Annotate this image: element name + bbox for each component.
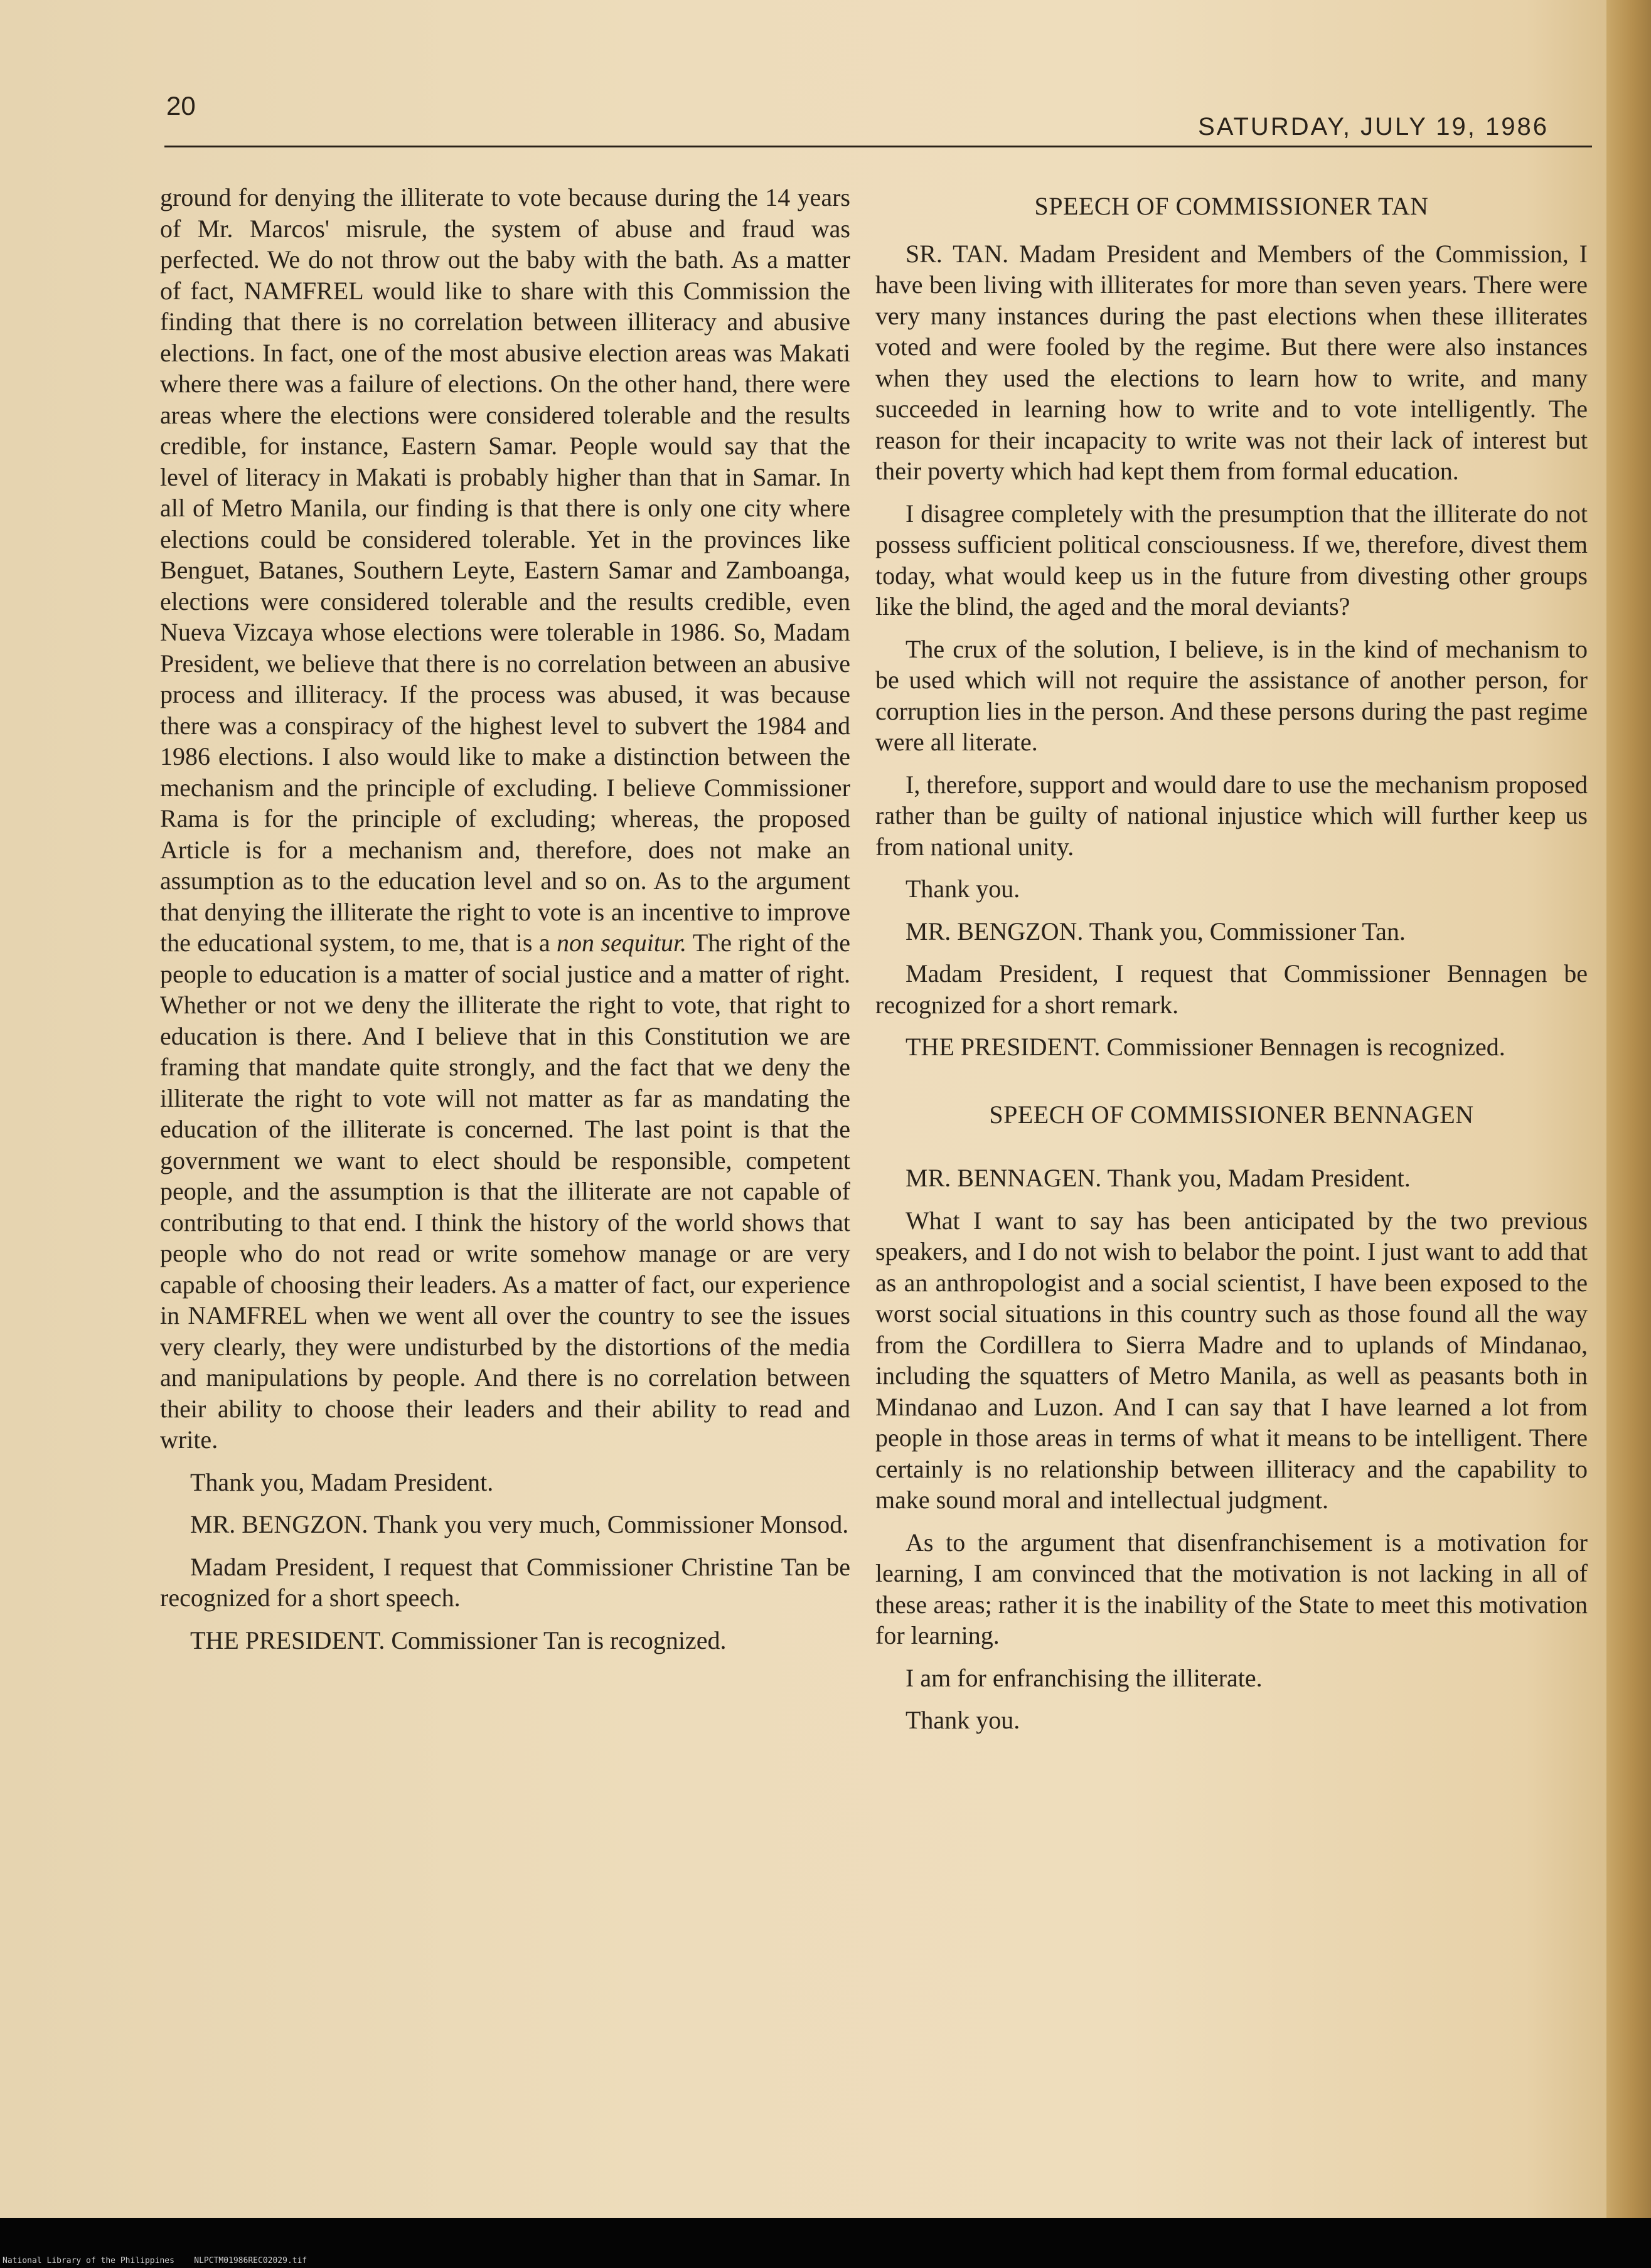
- paragraph: THE PRESIDENT. Commissioner Tan is recognized.: [190, 1626, 727, 1654]
- paragraph: MR. BENGZON. Thank you very much, Commissioner Monsod.: [190, 1510, 849, 1538]
- paragraph: Madam President, I request that Commissioner Christine Tan be recognized for a short speech.: [160, 1552, 850, 1612]
- paragraph: The crux of the solution, I believe, is in the kind of mechanism to be used which will not require the assistance of another person, for corruption lies in the person. And these persons during the past regime were all literate.: [875, 634, 1588, 756]
- section-heading: SPEECH OF COMMISSIONER BENNAGEN: [989, 1100, 1474, 1129]
- paragraph: MR. BENGZON. Thank you, Commissioner Tan.: [906, 917, 1406, 945]
- paragraph: SR. TAN. Madam President and Members of the Commission, I have been living with illiterates for more than seven years. There were very many instances during the past elections when these illiterates voted and were fooled by the regime. But there were also instances when they used the elections to learn how to write, and many succeeded in learning how to write and to vote intelligently. The reason for their incapacity to write was not their lack of interest but their poverty which had kept them from formal education.: [875, 239, 1588, 485]
- paragraph: I disagree completely with the presumption that the illiterate do not possess sufficient political consciousness. If we, therefore, divest them today, what would keep us in the future from divesting other groups like the blind, the aged and the moral deviants?: [875, 499, 1588, 620]
- header-rule: [164, 146, 1592, 147]
- paragraph: Madam President, I request that Commissioner Bennagen be recognized for a short remark.: [875, 959, 1588, 1019]
- paragraph: [160, 182, 850, 1456]
- header-date: SATURDAY, JULY 19, 1986: [1198, 113, 1549, 141]
- paragraph-text: The right of the people to education is a matter of social justice and a matter of right. Whether or not we deny the illiterate the right to vote, that right to education is there. And I believe that in this Constitution we are framing that mandate quite strongly, and the fact that we deny the illiterate the right to vote will not matter as far as mandating the education of the illiterate is concerned. The last point is that the government we want to elect should be responsible, competent people, and the assumption is that the illiterate are not capable of contributing to that end. I think the history of the world shows that people who do not read or write somehow manage or are very capable of choosing their leaders. As a matter of fact, our experience in NAMFREL when we went all over the country to see the issues very clearly, they were undisturbed by the distortions of the media and manipulations by people. And there is no correlation between their ability to choose their leaders and their ability to read and write.: [160, 929, 850, 1454]
- left-column: [160, 182, 850, 1667]
- right-column: [875, 182, 1588, 1747]
- page-edge: [1606, 0, 1651, 2218]
- paragraph: THE PRESIDENT. Commissioner Bennagen is recognized.: [906, 1033, 1505, 1061]
- scan-label: National Library of the Philippines NLPCTM01986REC02029.tif: [3, 2256, 307, 2265]
- paragraph: I am for enfranchising the illiterate.: [906, 1663, 1263, 1692]
- paragraph: Thank you.: [906, 875, 1020, 903]
- page-number: 20: [166, 91, 196, 120]
- paragraph: Thank you, Madam President.: [190, 1467, 494, 1496]
- paragraph-text: ground for denying the illiterate to vote because during the 14 years of Mr. Marcos' misrule, the system of abuse and fraud was perfected. We do not throw out the baby with the bath. As a matter of fact, NAMFREL would like to share with this Commission the finding that there is no correlation between illiteracy and abusive elections. In fact, one of the most abusive election areas was Makati where there was a failure of elections. On the other hand, there were areas where the elections were considered tolerable and the results credible, for instance, Eastern Samar. People would say that the level of literacy in Makati is probably higher than that in Samar. In all of Metro Manila, our finding is that there is only one city where elections could be considered tolerable. Yet in the provinces like Benguet, Batanes, Southern Leyte, Eastern Samar and Zamboanga, elections were considered tolerable and the results credible, even Nueva Vizcaya whose elections were tolerable in 1986. So, Madam President, we believe that there is no correlation between an abusive process and illiteracy. If the process was abused, it was because there was a conspiracy of the highest level to subvert the 1984 and 1986 elections. I also would like to make a distinction between the mechanism and the principle of excluding. I believe Commissioner Rama is for the principle of excluding; whereas, the proposed Article is for a mechanism and, therefore, does not make an assumption as to the education level and so on. As to the argument that denying the illiterate the right to vote is an incentive to improve the educational system, to me, that is a: [160, 183, 850, 957]
- italic-phrase: non sequitur.: [557, 929, 687, 957]
- paragraph: What I want to say has been anticipated by the two previous speakers, and I do not wish to belabor the point. I just want to add that as an anthropologist and a social scientist, I have been exposed to the worst social situations in this country such as those found all the way from the Cordillera to Sierra Madre and to uplands of Mindanao, including the squatters of Metro Manila, as well as peasants both in Mindanao and Luzon. And I can say that I have learned a lot from people in those areas in terms of what it means to be intelligent. There certainly is no relationship between illiteracy and the capability to make sound moral and intellectual judgment.: [875, 1206, 1588, 1514]
- scanner-footer-bar: [0, 2218, 1651, 2268]
- section-heading: SPEECH OF COMMISSIONER TAN: [1034, 192, 1429, 220]
- paragraph: Thank you.: [906, 1706, 1020, 1734]
- paragraph: As to the argument that disenfranchisement is a motivation for learning, I am convinced that the motivation is not lacking in all of these areas; rather it is the inability of the State to meet this motivation for learning.: [875, 1528, 1588, 1649]
- paragraph: I, therefore, support and would dare to use the mechanism proposed rather than be guilty of national injustice which will further keep us from national unity.: [875, 770, 1588, 861]
- paragraph: MR. BENNAGEN. Thank you, Madam President.: [906, 1164, 1411, 1192]
